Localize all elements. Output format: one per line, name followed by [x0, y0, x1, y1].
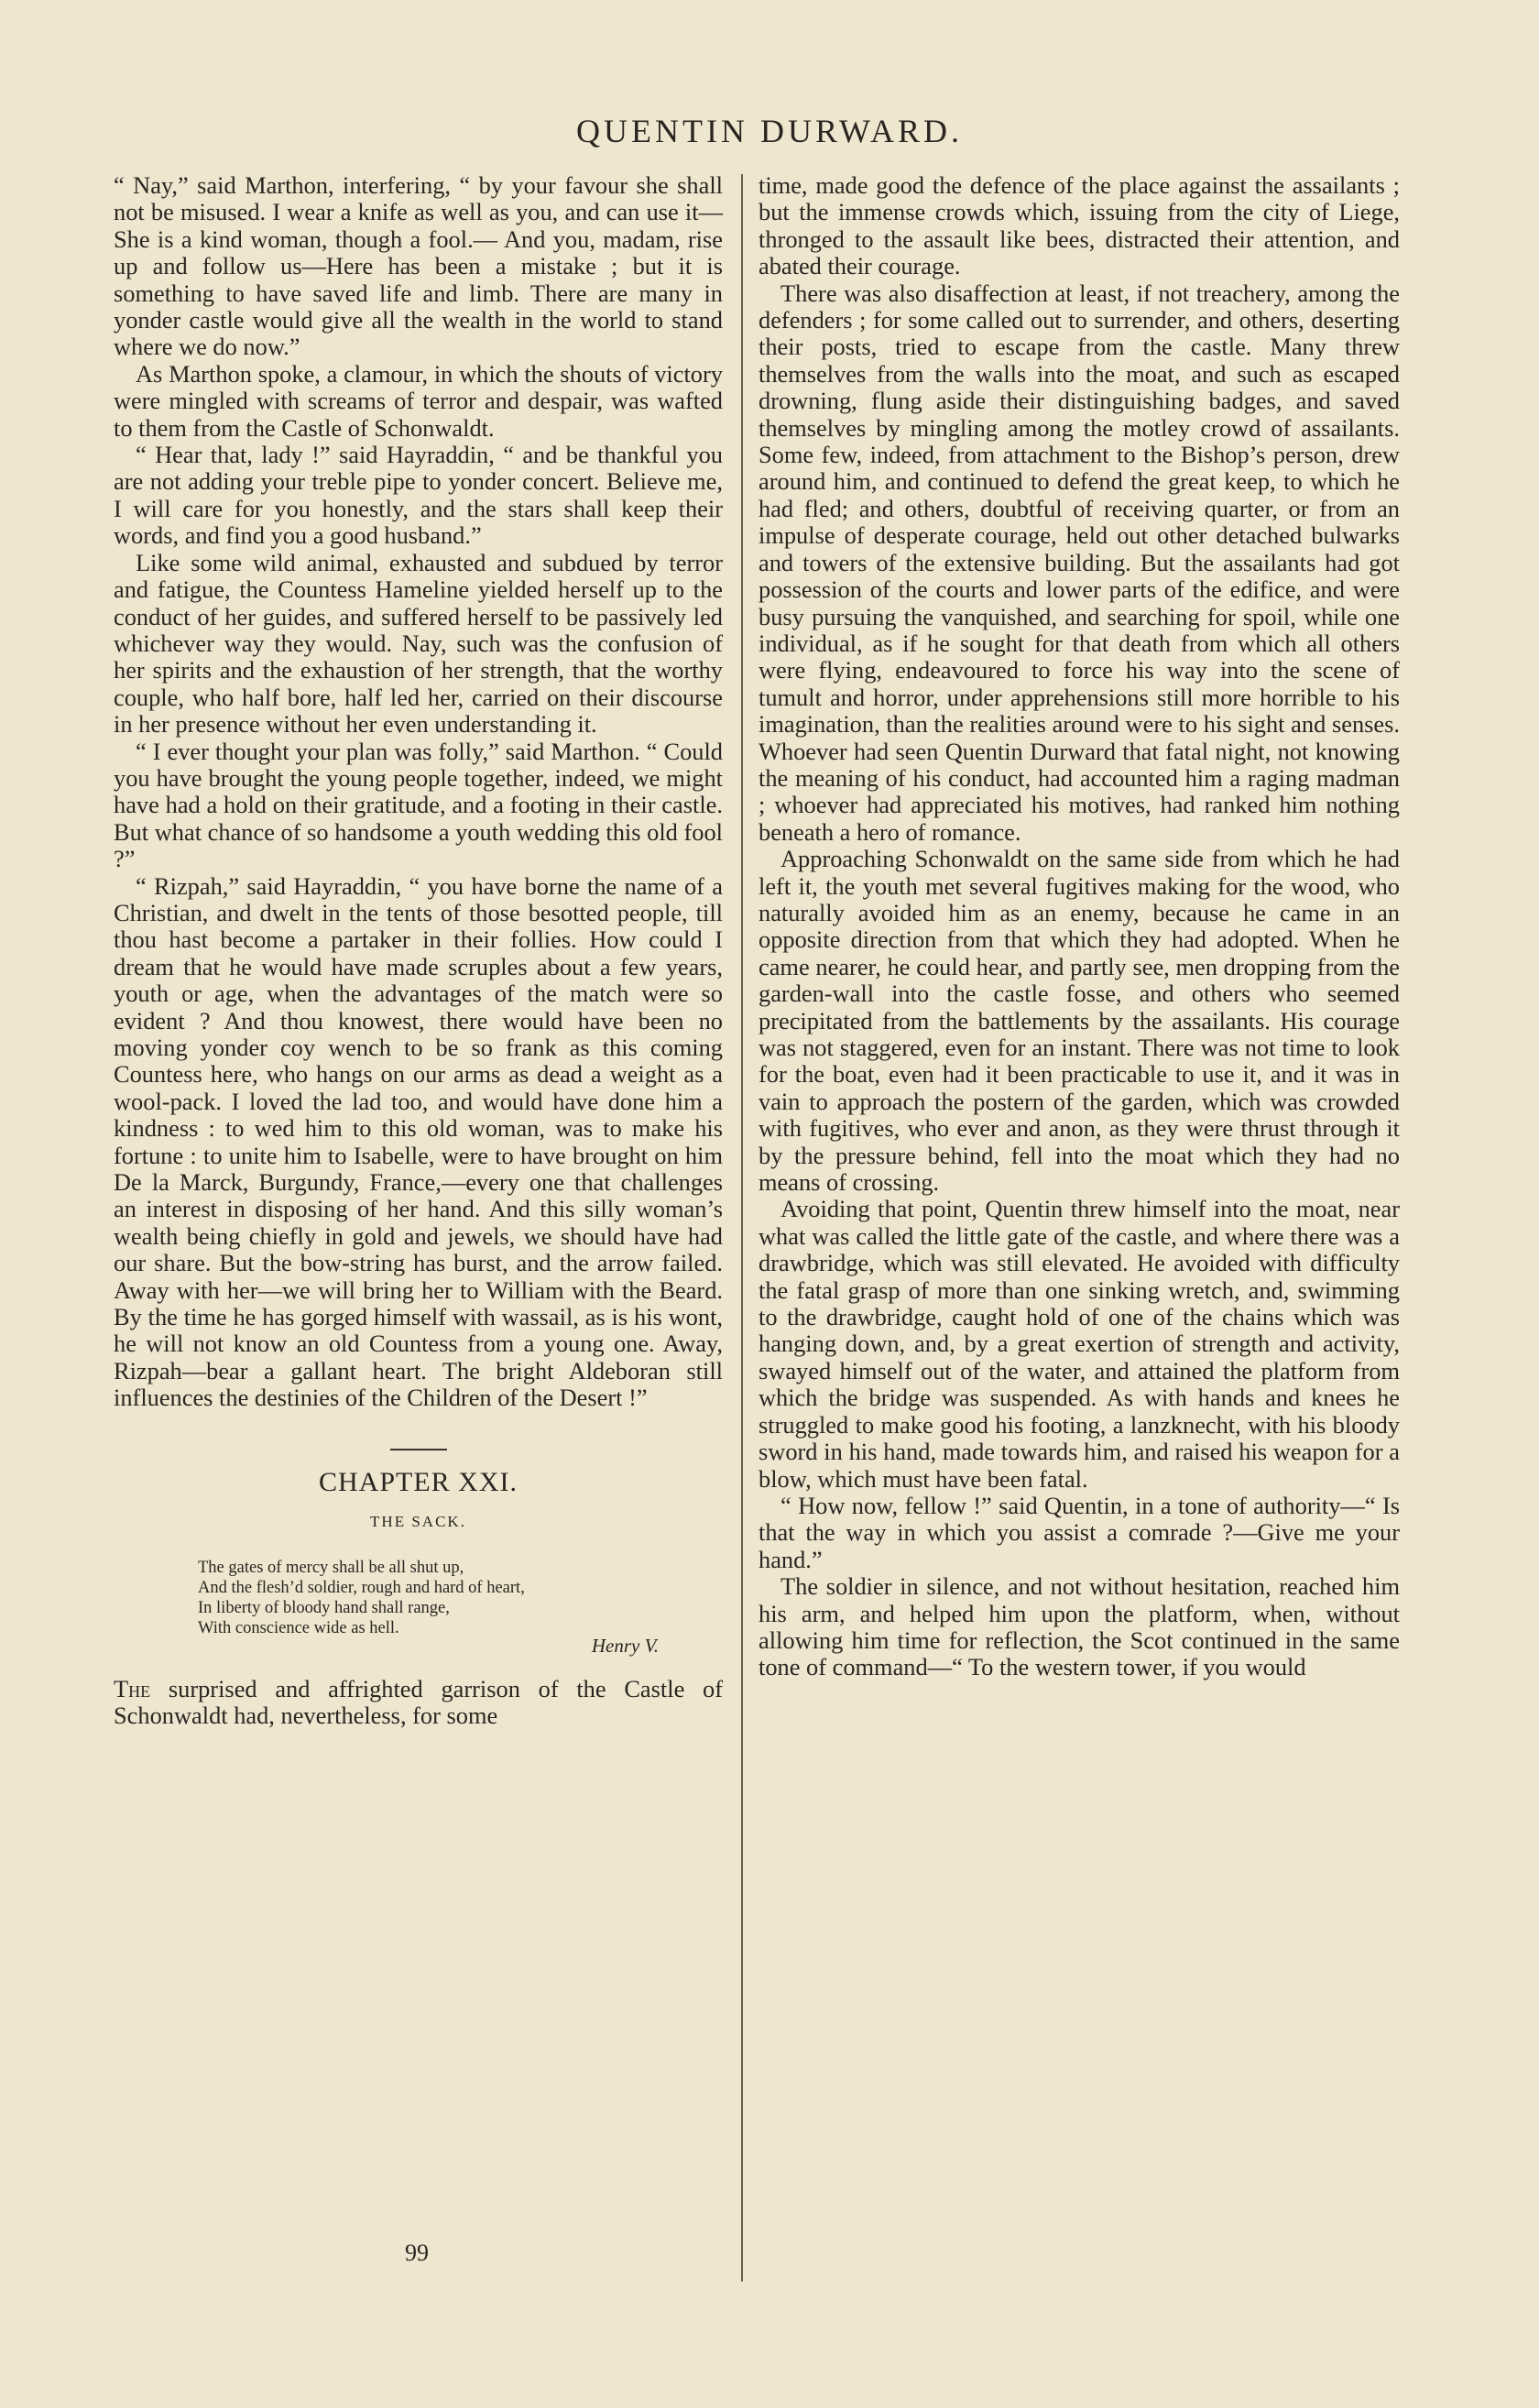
epigraph-line: In liberty of bloody hand shall range, [198, 1598, 450, 1617]
left-column [114, 172, 723, 1730]
epigraph-line: With conscience wide as hell. [198, 1618, 399, 1637]
chapter-opening [114, 1676, 723, 1730]
section-rule [390, 1449, 447, 1450]
chapter-subtitle: THE SACK. [370, 1513, 466, 1531]
paragraph: There was also disaffection at least, if not treachery, among the defenders ; for some called out to surrender, and others, deserting their posts, tried to escape from the castle. Many threw themselves from the walls into the moat, and such as escaped drowning, flung aside their distinguishing badges, and saved themselves by mingling among the motley crowd of assailants. Some few, indeed, from attachment to the Bishop’s person, drew around him, and continued to defend the great keep, to which he had fled; and others, doubtful of receiving quarter, or from an impulse of desperate courage, held out other detached bulwarks and towers of the extensive building. But the assailants had got possession of the courts and lower parts of the edifice, and were busy pursuing the vanquished, and searching for spoil, while one individual, as if he sought for that death from which all others were flying, endeavoured to force his way into the scene of tumult and horror, under apprehensions still more horrible to his imagination, than the realities around were to his sight and senses. Whoever had seen Quentin Durward that fatal night, not knowing the meaning of his conduct, had accounted him a raging madman ; whoever had appreciated his motives, had ranked him nothing beneath a hero of romance. [759, 279, 1400, 846]
chapter-title: CHAPTER XXI. [318, 1466, 518, 1497]
paragraph: The soldier in silence, and not without hesitation, reached him his arm, and helped him upon the platform, when, without allowing him time for reflection, the Scot continued in the same tone of command—“ To the western tower, if you would [759, 1572, 1400, 1681]
opening-smallcaps: The [114, 1674, 151, 1702]
paragraph: Approaching Schonwaldt on the same side from which he had left it, the youth met several fugitives making for the wood, who naturally avoided him as an enemy, because he came in an opposite direction from that which they had adopted. When he came nearer, he could hear, and partly see, men dropping from the garden-wall into the castle fosse, and others who seemed precipitated from the battlements by the assailants. His courage was not staggered, even for an instant. There was not time to look for the boat, even had it been practicable to use it, and it was in vain to approach the postern of the garden, which was crowded with fugitives, who ever and anon, as they were thrust through it by the pressure behind, fell into the moat which they had no means of crossing. [759, 845, 1400, 1197]
epigraph-line: And the flesh’d soldier, rough and hard of heart, [198, 1578, 525, 1597]
paragraph: “ Rizpah,” said Hayraddin, “ you have borne the name of a Christian, and dwelt in the tents of those besotted people, till thou hast become a partaker in their follies. How could I dream that he would have made scruples about a few years, youth or age, when the advantages of the match were so evident ? And thou knowest, there would have been no moving yonder coy wench to be so frank as this coming Countess here, who hangs on our arms as dead a weight as a wool-pack. I loved the lad too, and would have done him a kindness : to wed him to this old woman, was to make his fortune : to unite him to Isabelle, were to have brought on him De la Marck, Burgundy, France,—every one that challenges an interest in disposing of her hand. And this silly woman’s wealth being chiefly in gold and jewels, we should have had our share. But the bow-string has burst, and the arrow failed. Away with her—we will bring her to William with the Beard. By the time he has gorged himself with wassail, as is his wont, he will not know an old Countess from a young one. Away, Rizpah—bear a gallant heart. The bright Aldeboran still influences the destinies of the Children of the Desert !” [114, 871, 723, 1412]
page-number: 99 [405, 2239, 429, 2266]
right-column [759, 172, 1400, 1681]
epigraph [114, 1558, 723, 1638]
paragraph: Avoiding that point, Quentin threw himself into the moat, near what was called the little gate of the castle, and where there was a drawbridge, which was still elevated. He avoided with difficulty the fatal grasp of more than one sinking wretch, and, swimming to the drawbridge, caught hold of one of the chains which was hanging down, and, by a great exertion of strength and activity, swayed himself out of the water, and attained the platform from which the bridge was suspended. As with hands and knees he struggled to make good his footing, a lanzknecht, with his bloody sword in his hand, made towards him, and raised his weapon for a blow, which must have been fatal. [759, 1195, 1400, 1493]
paragraph: “ Hear that, lady !” said Hayraddin, “ and be thankful you are not adding your treble pipe to yonder concert. Believe me, I will care for you honestly, and the stars shall keep their words, and find you a good husband.” [114, 441, 723, 550]
epigraph-line: The gates of mercy shall be all shut up, [198, 1558, 464, 1577]
paragraph: “ How now, fellow !” said Quentin, in a tone of authority—“ Is that the way in which you assist a comrade ?—Give me your hand.” [759, 1491, 1400, 1573]
epigraph-attribution: Henry V. [591, 1634, 659, 1657]
paragraph: “ Nay,” said Marthon, interfering, “ by your favour she shall not be misused. I wear a knife as well as you, and can use it—She is a kind woman, though a fool.— And you, madam, rise up and follow us—Here has been a mistake ; but it is something to have saved life and limb. There are many in yonder castle would give all the wealth in the world to stand where we do now.” [114, 171, 723, 361]
paragraph: Like some wild animal, exhausted and subdued by terror and fatigue, the Countess Hameline yielded herself up to the conduct of her guides, and suffered herself to be passively led whichever way they would. Nay, such was the confusion of her spirits and the exhaustion of her strength, that the worthy couple, who half bore, half led her, carried on their discourse in her presence without her even understanding it. [114, 548, 723, 739]
paragraph: “ I ever thought your plan was folly,” said Marthon. “ Could you have brought the young people together, indeed, we might have had a hold on their gratitude, and a footing in their castle. But what chance of so handsome a youth wedding this old fool ?” [114, 737, 723, 873]
paragraph: time, made good the defence of the place against the assailants ; but the immense crowds which, issuing from the city of Liege, thronged to the assault like bees, distracted their attention, and abated their courage. [759, 171, 1400, 280]
opening-text: surprised and affrighted garrison of the Castle of Schonwaldt had, nevertheless, for some [114, 1674, 723, 1730]
running-head: QUENTIN DURWARD. [576, 113, 963, 149]
column-divider [741, 174, 743, 2282]
paragraph: As Marthon spoke, a clamour, in which the shouts of victory were mingled with screams of terror and despair, was wafted to them from the Castle of Schonwaldt. [114, 359, 723, 442]
